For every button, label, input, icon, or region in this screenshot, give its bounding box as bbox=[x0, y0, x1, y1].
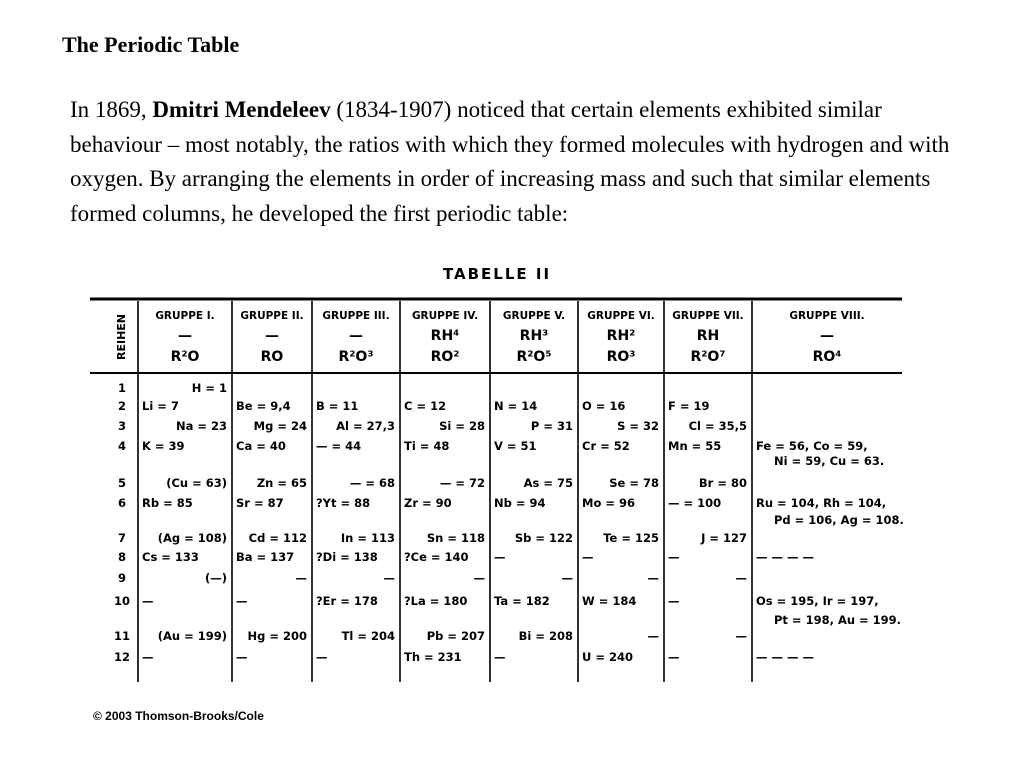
element-cell: Mo = 96 bbox=[582, 496, 635, 510]
row-number: 8 bbox=[117, 550, 127, 564]
group-hydride-formula: RH³ bbox=[519, 328, 549, 344]
row-header-label: REIHEN bbox=[115, 313, 128, 361]
row-number: 3 bbox=[117, 419, 127, 433]
element-cell: Cr = 52 bbox=[582, 439, 630, 453]
element-cell: Cd = 112 bbox=[248, 531, 307, 545]
element-cell: — bbox=[735, 629, 747, 643]
element-cell: Cl = 35,5 bbox=[688, 419, 747, 433]
element-cell: O = 16 bbox=[582, 399, 626, 413]
element-cell: — bbox=[647, 571, 659, 585]
element-cell: — = 68 bbox=[349, 476, 395, 490]
element-cell: B = 11 bbox=[316, 399, 359, 413]
element-cell: S = 32 bbox=[617, 419, 659, 433]
element-cell: V = 51 bbox=[494, 439, 537, 453]
element-cell: Tl = 204 bbox=[341, 629, 395, 643]
element-cell: — bbox=[668, 550, 680, 564]
element-cell: — bbox=[295, 571, 307, 585]
element-cell: Ca = 40 bbox=[236, 439, 286, 453]
element-cell: — bbox=[142, 650, 154, 664]
group-hydride-formula: — bbox=[178, 328, 192, 344]
element-cell: Sn = 118 bbox=[426, 531, 485, 545]
row-number: 2 bbox=[117, 399, 127, 413]
group-hydride-formula: — bbox=[265, 328, 279, 344]
element-cell: — bbox=[668, 594, 680, 608]
element-cell: ?Ce = 140 bbox=[404, 550, 469, 564]
element-cell: — bbox=[647, 629, 659, 643]
group-name: GRUPPE II. bbox=[240, 310, 304, 322]
group-oxide-formula: RO² bbox=[430, 349, 460, 365]
group-oxide-formula: RO⁴ bbox=[812, 349, 842, 365]
element-cell: Hg = 200 bbox=[247, 629, 307, 643]
element-cell: P = 31 bbox=[530, 419, 573, 433]
element-cell: Mg = 24 bbox=[253, 419, 307, 433]
row-number: 4 bbox=[117, 439, 127, 453]
element-cell: Ta = 182 bbox=[494, 594, 550, 608]
element-cell: — = 44 bbox=[316, 439, 362, 453]
group-name: GRUPPE V. bbox=[502, 310, 566, 322]
group-oxide-formula: R²O³ bbox=[338, 349, 374, 365]
group-oxide-formula: R²O⁷ bbox=[690, 349, 726, 365]
element-cell: Ru = 104, Rh = 104, bbox=[756, 496, 887, 510]
element-cell: — bbox=[316, 650, 328, 664]
intro-text-after: (1834-1907) noticed that certain elements exhibited similar behaviour – most notably, the ratios with which they formed molecules with hydrogen and with oxygen. By arranging the elements in order of increasing mass and such that similar elements formed columns, he developed the first periodic table: bbox=[70, 97, 950, 226]
element-cell: — bbox=[142, 594, 154, 608]
element-cell: — = 72 bbox=[439, 476, 485, 490]
element-cell: (Au = 199) bbox=[157, 629, 227, 643]
element-cell: Se = 78 bbox=[609, 476, 659, 490]
group-name: GRUPPE VII. bbox=[672, 310, 744, 322]
row-number: 9 bbox=[117, 571, 127, 585]
copyright-notice: © 2003 Thomson-Brooks/Cole bbox=[93, 709, 264, 723]
intro-text-before: In 1869, bbox=[70, 97, 153, 122]
row-number: 5 bbox=[117, 476, 127, 490]
element-cell: — bbox=[383, 571, 395, 585]
element-cell-continued: Ni = 59, Cu = 63. bbox=[774, 454, 885, 468]
element-cell: Si = 28 bbox=[439, 419, 485, 433]
element-cell: (Cu = 63) bbox=[166, 476, 227, 490]
group-hydride-formula: — bbox=[349, 328, 363, 344]
element-cell: As = 75 bbox=[523, 476, 573, 490]
element-cell: — bbox=[582, 550, 594, 564]
element-cell: Nb = 94 bbox=[494, 496, 546, 510]
element-cell: Pb = 207 bbox=[426, 629, 485, 643]
element-cell: Li = 7 bbox=[142, 399, 179, 413]
element-cell: K = 39 bbox=[142, 439, 185, 453]
element-cell: — — — — bbox=[756, 650, 815, 664]
element-cell: — bbox=[236, 594, 248, 608]
element-cell: — bbox=[494, 650, 506, 664]
element-cell: In = 113 bbox=[340, 531, 395, 545]
element-cell: Mn = 55 bbox=[668, 439, 722, 453]
group-name: GRUPPE VIII. bbox=[789, 310, 865, 322]
element-cell: Na = 23 bbox=[175, 419, 227, 433]
element-cell: — — — — bbox=[756, 550, 815, 564]
page-title: The Periodic Table bbox=[62, 32, 240, 57]
element-cell: — bbox=[735, 571, 747, 585]
group-name: GRUPPE IV. bbox=[411, 310, 479, 322]
element-cell: J = 127 bbox=[701, 531, 747, 545]
element-cell: Sb = 122 bbox=[514, 531, 573, 545]
element-cell: Th = 231 bbox=[404, 650, 462, 664]
element-cell-continued: Pt = 198, Au = 199. bbox=[774, 613, 902, 627]
element-cell: ?Di = 138 bbox=[316, 550, 378, 564]
element-cell: W = 184 bbox=[582, 594, 637, 608]
element-cell: Bi = 208 bbox=[518, 629, 573, 643]
element-cell: — bbox=[561, 571, 573, 585]
element-cell: Os = 195, Ir = 197, bbox=[756, 594, 879, 608]
group-hydride-formula: RH bbox=[696, 328, 720, 344]
group-hydride-formula: RH² bbox=[606, 328, 636, 344]
element-cell-continued: Pd = 106, Ag = 108. bbox=[774, 513, 904, 527]
table-caption: TABELLE II bbox=[442, 265, 552, 283]
element-cell: N = 14 bbox=[494, 399, 538, 413]
element-cell: U = 240 bbox=[582, 650, 633, 664]
intro-paragraph bbox=[70, 93, 950, 231]
row-number: 1 bbox=[117, 381, 127, 395]
row-number: 6 bbox=[117, 496, 127, 510]
element-cell: Fe = 56, Co = 59, bbox=[756, 439, 868, 453]
row-number: 7 bbox=[117, 531, 127, 545]
group-oxide-formula: R²O bbox=[170, 349, 200, 365]
periodic-table bbox=[82, 262, 912, 692]
element-cell: Ba = 137 bbox=[236, 550, 295, 564]
element-cell: Ti = 48 bbox=[404, 439, 450, 453]
group-oxide-formula: RO³ bbox=[606, 349, 636, 365]
element-cell: Sr = 87 bbox=[236, 496, 284, 510]
group-oxide-formula: R²O⁵ bbox=[516, 349, 552, 365]
element-cell: Zr = 90 bbox=[404, 496, 452, 510]
group-oxide-formula: RO bbox=[260, 349, 284, 365]
element-cell: Al = 27,3 bbox=[336, 419, 395, 433]
group-hydride-formula: RH⁴ bbox=[430, 328, 460, 344]
element-cell: — bbox=[494, 550, 506, 564]
element-cell: — bbox=[236, 650, 248, 664]
intro-name: Dmitri Mendeleev bbox=[152, 97, 331, 122]
group-name: GRUPPE I. bbox=[155, 310, 215, 322]
element-cell: Zn = 65 bbox=[256, 476, 307, 490]
group-hydride-formula: — bbox=[820, 328, 834, 344]
row-number: 10 bbox=[113, 594, 131, 608]
element-cell: F = 19 bbox=[668, 399, 710, 413]
element-cell: — = 100 bbox=[668, 496, 722, 510]
element-cell: Rb = 85 bbox=[142, 496, 193, 510]
element-cell: — bbox=[668, 650, 680, 664]
element-cell: Cs = 133 bbox=[142, 550, 199, 564]
element-cell: (Ag = 108) bbox=[157, 531, 227, 545]
element-cell: ?Er = 178 bbox=[316, 594, 378, 608]
element-cell: — bbox=[473, 571, 485, 585]
element-cell: ?La = 180 bbox=[404, 594, 468, 608]
group-name: GRUPPE VI. bbox=[587, 310, 655, 322]
element-cell: ?Yt = 88 bbox=[316, 496, 371, 510]
element-cell: Te = 125 bbox=[603, 531, 659, 545]
element-cell: Be = 9,4 bbox=[236, 399, 291, 413]
element-cell: H = 1 bbox=[191, 381, 227, 395]
element-cell: (—) bbox=[204, 571, 227, 585]
row-number: 12 bbox=[113, 650, 131, 664]
periodic-table-figure bbox=[82, 262, 912, 692]
group-name: GRUPPE III. bbox=[322, 310, 390, 322]
row-number: 11 bbox=[113, 629, 131, 643]
element-cell: Br = 80 bbox=[698, 476, 747, 490]
element-cell: C = 12 bbox=[404, 399, 447, 413]
